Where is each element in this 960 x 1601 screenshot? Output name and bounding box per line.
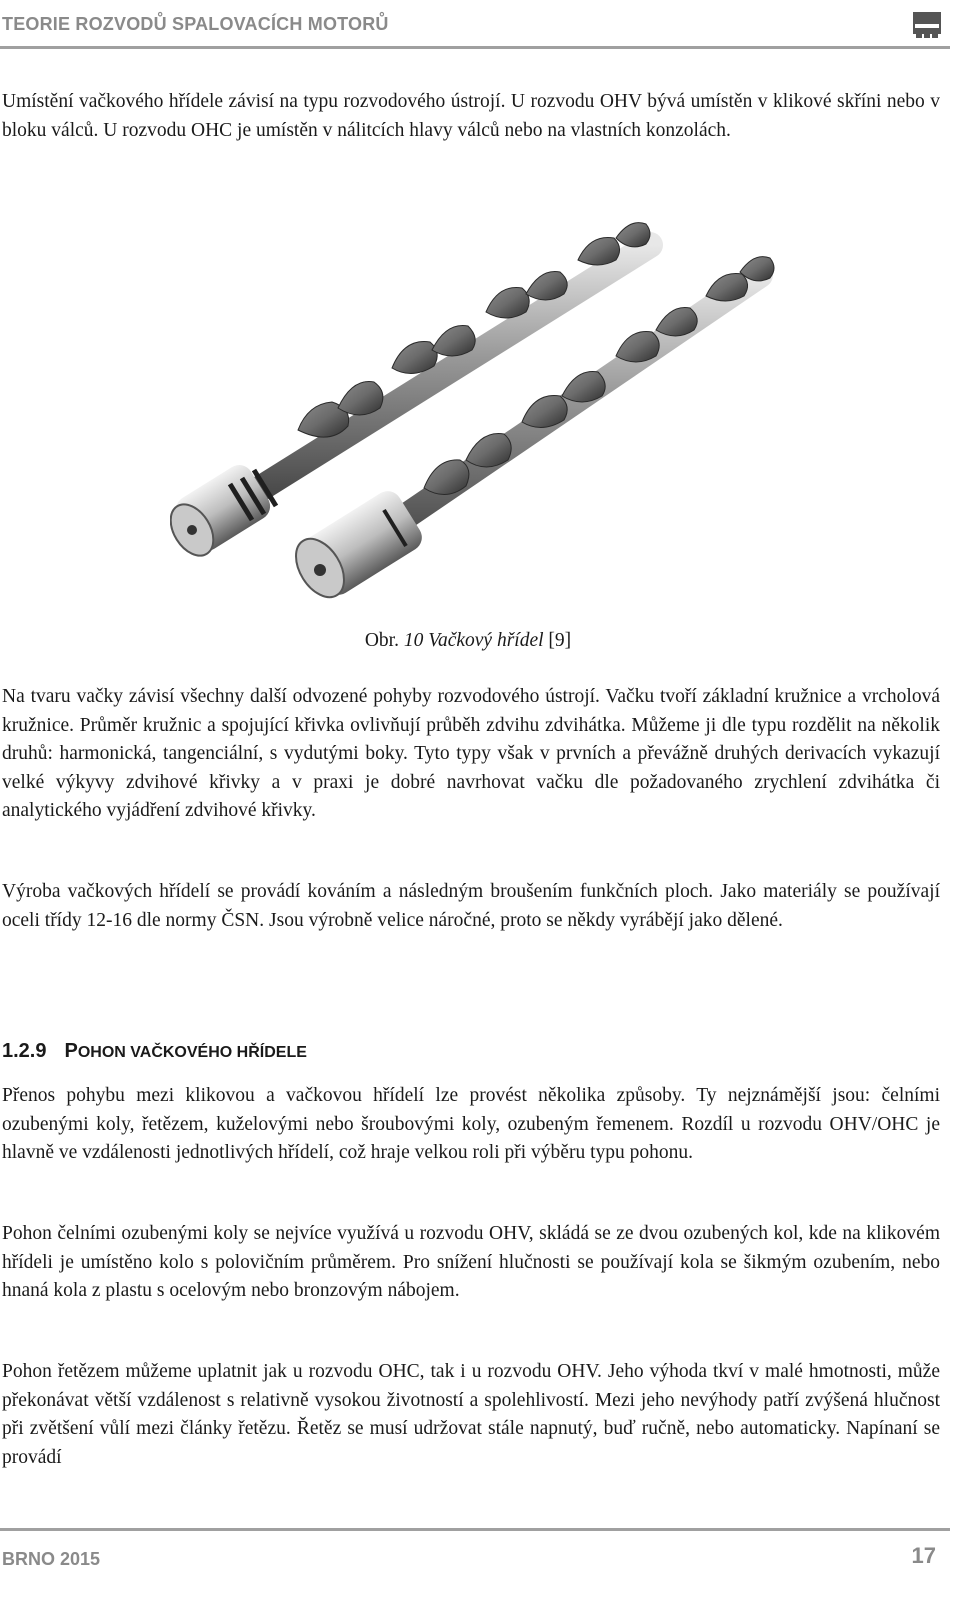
caption-reference: [9] [548, 630, 572, 651]
caption-title: 10 Vačkový hřídel [403, 630, 544, 651]
page-footer [0, 1528, 950, 1591]
page-header [0, 10, 950, 49]
paragraph-cam-shape: Na tvaru vačky závisí všechny další odvozené pohyby rozvodového ústrojí. Vačku tvoří základní kružnice a vrcholová kružnice. Průměr kružnic a spojující křivka ovlivňují průběh zdvihu zdvihátka. Můžeme ji dle typu rozdělit na několik druhů: harmonická, tangenciální, s vydutými boky. Tyto typy však v prvních a převážně druhých derivacích vykazují velké výkyvy zdvihové křivky a v praxi je dobré navrhovat vačku dle požadovaného zrychlení zdvihátka či analytického vyjádření zdvihové křivky. [2, 686, 940, 821]
caption-prefix: Obr. [364, 630, 399, 651]
section-number: 1.2.9 [2, 1040, 47, 1062]
page-number: 17 [911, 1543, 936, 1568]
section-heading [2, 1040, 307, 1063]
paragraph-drive-methods: Přenos pohybu mezi klikovou a vačkovou hřídelí lze provést několika způsoby. Ty nejznámější jsou: čelními ozubenými koly, řetězem, kuželovými nebo šroubovými koly, ozubeným řemenem. Rozdíl u rozvodu OHV/OHC je hlavně ve vzdálenosti jednotlivých hřídelí, což hraje velkou roli při výběru typu pohonu. [2, 1085, 940, 1163]
paragraph-chain-drive: Pohon řetězem můžeme uplatnit jak u rozvodu OHC, tak i u rozvodu OHV. Jeho výhoda tkví v malé hmotnosti, může překonávat větší vzdálenost s relativně vysokou životností a spolehlivostí. Mezi jeho nevýhody patří zvýšená hlučnost při zvětšení vůlí mezi články řetězu. Řetěz se musí udržovat stále napnutý, buď ručně, nebo automaticky. Napínaní se provádí [2, 1361, 940, 1468]
camshaft-figure [170, 220, 780, 610]
footer-location-year: BRNO 2015 [2, 1549, 101, 1569]
paragraph-manufacturing: Výroba vačkových hřídelí se provádí kováním a následným broušením funkčních ploch. Jako materiály se používají oceli třídy 12-16 dle normy ČSN. Jsou výrobně velice náročné, proto se někdy vyrábějí jako dělené. [2, 881, 940, 931]
paragraph-gear-drive: Pohon čelními ozubenými koly se nejvíce využívá u rozvodu OHV, skládá se ze dvou ozubených kol, kde na klikovém hřídeli je umístěno kolo s polovičním průměrem. Pro snížení hlučnosti se používají kola se šikmým ozubením, nebo hnaná kola z plastu s ocelovým nebo bronzovým nábojem. [2, 1223, 940, 1301]
institution-logo-icon [912, 10, 942, 40]
header-title: TEORIE ROZVODŮ SPALOVACÍCH MOTORŮ [2, 14, 389, 34]
section-title-rest: OHON VAČKOVÉHO HŘÍDELE [77, 1044, 307, 1061]
figure-caption [0, 630, 936, 652]
section-title-initial: P [64, 1040, 78, 1062]
paragraph-camshaft-location: Umístění vačkového hřídele závisí na typu rozvodového ústrojí. U rozvodu OHV bývá umístěn v klikové skříni nebo v bloku válců. U rozvodu OHC je umístěn v nálitcích hlavy válců nebo na vlastních konzolách. [2, 91, 940, 141]
